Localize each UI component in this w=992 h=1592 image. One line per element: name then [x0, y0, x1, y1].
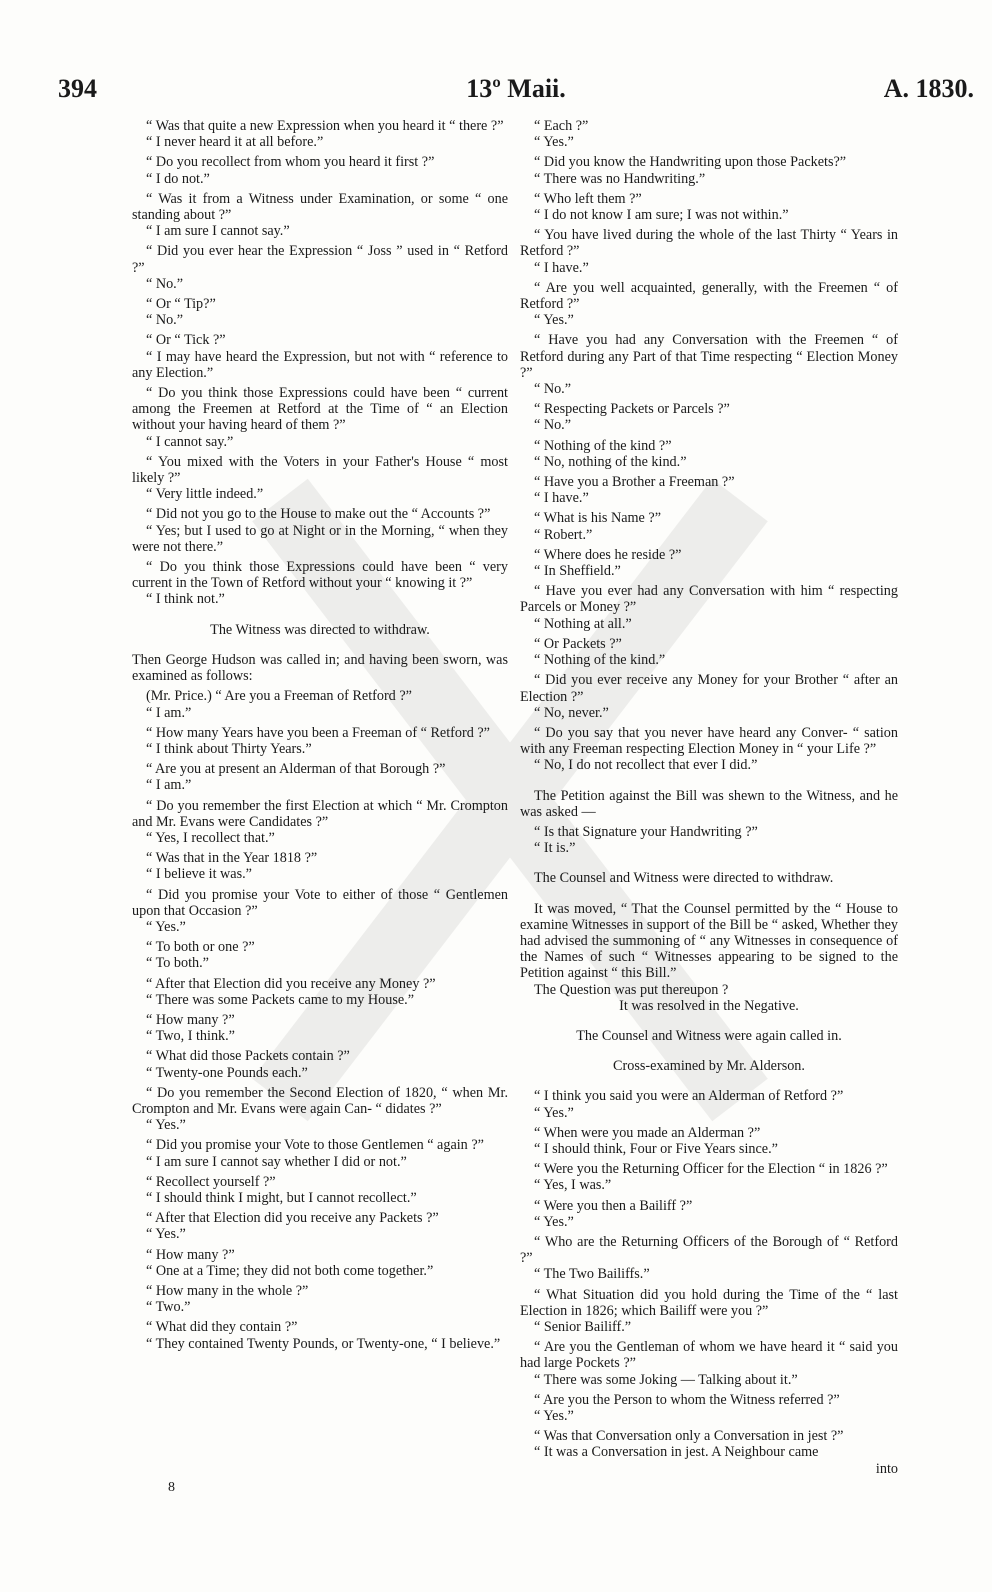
text-line: “ Have you a Brother a Freeman ?”	[534, 474, 735, 491]
text-line: “ Yes.”	[534, 134, 574, 151]
text-line: “ Were you the Returning Officer for the Election “ in 1826 ?”	[534, 1161, 888, 1178]
signature-mark: 8	[168, 1480, 175, 1495]
text-line: The Petition against the Bill was shewn to the Witness, and he was asked —	[520, 787, 898, 820]
text-line: “ Did you know the Handwriting upon those Packets?”	[534, 154, 847, 171]
text-line: “ The Two Bailiffs.”	[534, 1266, 650, 1283]
text-line: “ Do you remember the Second Election of 1820, “ when Mr. Crompton and Mr. Evans were again Can- “ didates ?”	[132, 1084, 508, 1117]
text-line: It was resolved in the Negative.	[619, 997, 799, 1014]
text-line: “ I should think, Four or Five Years since.”	[534, 1140, 778, 1157]
text-line: “ Yes, I recollect that.”	[146, 829, 275, 846]
text-line: “ What is his Name ?”	[534, 510, 661, 527]
text-line: “ I think you said you were an Alderman of Retford ?”	[534, 1088, 844, 1105]
text-line: “ I may have heard the Expression, but not with “ reference to any Election.”	[132, 348, 508, 381]
text-line: “ Each ?”	[534, 118, 589, 134]
text-line: “ In Sheffield.”	[534, 563, 621, 580]
text-line: “ I think about Thirty Years.”	[146, 740, 312, 757]
text-line: “ After that Election did you receive any Money ?”	[146, 975, 436, 992]
text-line: “ I should think I might, but I cannot recollect.”	[146, 1189, 417, 1206]
text-line: “ Are you at present an Alderman of that Borough ?”	[146, 761, 446, 778]
text-line: “ No.”	[146, 312, 184, 329]
text-line: “ Did you ever hear the Expression “ Joss ” used in “ Retford ?”	[132, 243, 508, 276]
text-line: “ Did you promise your Vote to either of those “ Gentlemen upon that Occasion ?”	[132, 886, 508, 919]
text-line: “ Was that quite a new Expression when you heard it “ there ?”	[146, 118, 504, 134]
text-line: “ How many Years have you been a Freeman of “ Retford ?”	[146, 724, 490, 741]
text-line: “ When were you made an Alderman ?”	[534, 1124, 761, 1141]
text-line: “ How many ?”	[146, 1246, 235, 1263]
text-line: “ There was some Joking — Talking about it.”	[534, 1371, 798, 1388]
text-line: “ Two.”	[146, 1299, 191, 1316]
text-line: “ I am.”	[146, 777, 192, 794]
text-line: “ Were you then a Bailiff ?”	[534, 1197, 693, 1214]
text-line: “ Or Packets ?”	[534, 635, 622, 652]
text-line: Then George Hudson was called in; and having been sworn, was examined as follows:	[132, 651, 508, 685]
text-line: “ Nothing at all.”	[534, 615, 632, 632]
text-line: “ How many in the whole ?”	[146, 1283, 309, 1299]
page-year: A. 1830.	[883, 74, 974, 103]
text-line: “ No.”	[534, 417, 572, 434]
text-line: “ It is.”	[534, 840, 576, 857]
text-line: “ Yes.”	[534, 1104, 574, 1121]
text-line: “ To both.”	[146, 955, 209, 972]
text-line: “ I do not.”	[146, 170, 210, 187]
text-line: “ Who left them ?”	[534, 190, 642, 207]
text-line: Cross-examined by Mr. Alderson.	[613, 1058, 805, 1075]
text-line: “ I believe it was.”	[146, 866, 252, 883]
text-line: The Question was put thereupon ?	[534, 981, 729, 998]
text-line: The Counsel and Witness were again called in.	[576, 1027, 842, 1044]
text-line: “ Do you remember the first Election at which “ Mr. Crompton and Mr. Evans were Candidates ?”	[132, 797, 508, 830]
text-line: “ One at a Time; they did not both come together.”	[146, 1262, 434, 1279]
text-line: “ I am sure I cannot say whether I did or not.”	[146, 1153, 407, 1170]
text-line: “ After that Election did you receive any Packets ?”	[146, 1210, 439, 1227]
text-line: “ Was that in the Year 1818 ?”	[146, 850, 318, 867]
text-line: “ Senior Bailiff.”	[534, 1319, 632, 1335]
text-line: “ Are you well acquainted, generally, with the Freemen “ of Retford ?”	[520, 279, 898, 313]
text-line: It was moved, “ That the Counsel permitted by the “ House to examine Witnesses in support of the Bill be “ asked, Whether they had advised the summoning of “ any Witnesses in consequence of the Names of such “ Witnesses appearing to be signed to the Petition against “ this Bill.”	[520, 900, 898, 982]
text-line: “ Yes.”	[146, 1117, 186, 1134]
page-date: 13º Maii.	[466, 74, 566, 103]
text-line: “ Do you think those Expressions could have been “ very current in the Town of Retford without your “ knowing it ?”	[132, 559, 508, 592]
text-line: “ Nothing of the kind ?”	[534, 437, 672, 454]
text-line: “ Where does he reside ?”	[534, 546, 682, 563]
text-line: “ What Situation did you hold during the Time of the “ last Election in 1826; which Bailiff were you ?”	[520, 1286, 898, 1319]
left-column	[132, 118, 508, 1352]
text-line: “ Two, I think.”	[146, 1028, 235, 1045]
right-column	[520, 118, 898, 1477]
text-line: “ I am sure I cannot say.”	[146, 223, 290, 240]
text-line: “ You mixed with the Voters in your Father's House “ most likely ?”	[132, 453, 508, 487]
text-line: “ How many ?”	[146, 1011, 235, 1028]
text-line: “ No, nothing of the kind.”	[534, 453, 687, 470]
text-line: “ Have you ever had any Conversation with him “ respecting Parcels or Money ?”	[520, 583, 898, 616]
text-line: “ Very little indeed.”	[146, 486, 264, 503]
text-line: “ I do not know I am sure; I was not within.”	[534, 207, 789, 224]
text-line: “ What did those Packets contain ?”	[146, 1048, 350, 1065]
text-line: “ Respecting Packets or Parcels ?”	[534, 401, 730, 418]
text-line: “ Recollect yourself ?”	[146, 1173, 276, 1190]
text-line: “ Yes, I was.”	[534, 1177, 612, 1194]
text-line: “ Who are the Returning Officers of the Borough of “ Retford ?”	[520, 1233, 898, 1267]
text-line: into	[875, 1460, 898, 1477]
text-line: “ Was it from a Witness under Examination, or some “ one standing about ?”	[132, 190, 508, 224]
text-line: “ No, I do not recollect that ever I did.”	[534, 757, 758, 774]
text-line: “ Yes.”	[534, 312, 574, 329]
text-line: “ Do you say that you never have heard any Conver- “ sation with any Freeman respecting Election Money in “ your Life ?”	[520, 724, 898, 758]
text-line: “ Or “ Tip?”	[146, 296, 216, 313]
text-line: “ Robert.”	[534, 526, 593, 543]
text-line: “ Did not you go to the House to make out the “ Accounts ?”	[146, 506, 491, 523]
text-line: “ Are you the Gentleman of whom we have heard it “ said you had large Pockets ?”	[520, 1339, 898, 1372]
text-line: “ Yes.”	[146, 1226, 186, 1243]
text-line: “ Do you recollect from whom you heard it first ?”	[146, 154, 435, 171]
page-header	[58, 74, 974, 108]
text-line: “ Yes.”	[146, 918, 186, 935]
text-line: “ There was some Packets came to my House.”	[146, 991, 415, 1008]
text-line: “ I have.”	[534, 490, 589, 507]
text-line: The Counsel and Witness were directed to withdraw.	[534, 870, 834, 887]
text-line: “ They contained Twenty Pounds, or Twenty-one, “ I believe.”	[146, 1335, 501, 1352]
text-line: (Mr. Price.) “ Are you a Freeman of Retford ?”	[146, 688, 412, 705]
text-line: “ I have.”	[534, 259, 589, 276]
page-number: 394	[58, 74, 97, 103]
text-line: “ It was a Conversation in jest. A Neighbour came	[534, 1444, 819, 1461]
text-line: “ Did you promise your Vote to those Gentlemen “ again ?”	[146, 1137, 484, 1154]
text-line: “ Do you think those Expressions could have been “ current among the Freemen at Retford at the Time of “ an Election without your having heard of them ?”	[132, 385, 508, 434]
text-line: “ Did you ever receive any Money for your Brother “ after an Election ?”	[520, 672, 898, 705]
text-line: “ I never heard it at all before.”	[146, 134, 324, 151]
text-line: “ No, never.”	[534, 704, 609, 721]
text-line: “ There was no Handwriting.”	[534, 170, 706, 187]
text-line: “ Are you the Person to whom the Witness referred ?”	[534, 1391, 840, 1408]
text-line: “ No.”	[534, 381, 572, 398]
text-line: “ Yes.”	[534, 1408, 574, 1425]
text-line: “ No.”	[146, 275, 184, 292]
text-line: “ Nothing of the kind.”	[534, 652, 666, 669]
text-line: “ I think not.”	[146, 591, 225, 608]
text-line: “ Yes; but I used to go at Night or in the Morning, “ when they were not there.”	[132, 522, 508, 555]
text-line: “ Or “ Tick ?”	[146, 332, 226, 349]
text-line: “ What did they contain ?”	[146, 1319, 298, 1336]
text-line: “ Twenty-one Pounds each.”	[146, 1064, 308, 1081]
text-line: “ Have you had any Conversation with the Freemen “ of Retford during any Part of that Time respecting “ Election Money ?”	[520, 332, 898, 381]
text-line: The Witness was directed to withdraw.	[210, 621, 430, 638]
text-line: “ I am.”	[146, 704, 192, 721]
text-line: “ Yes.”	[534, 1213, 574, 1230]
text-line: “ I cannot say.”	[146, 433, 234, 450]
text-line: “ Was that Conversation only a Conversation in jest ?”	[534, 1428, 844, 1445]
text-line: “ Is that Signature your Handwriting ?”	[534, 823, 758, 840]
text-line: “ You have lived during the whole of the last Thirty “ Years in Retford ?”	[520, 227, 898, 260]
text-line: “ To both or one ?”	[146, 939, 255, 956]
